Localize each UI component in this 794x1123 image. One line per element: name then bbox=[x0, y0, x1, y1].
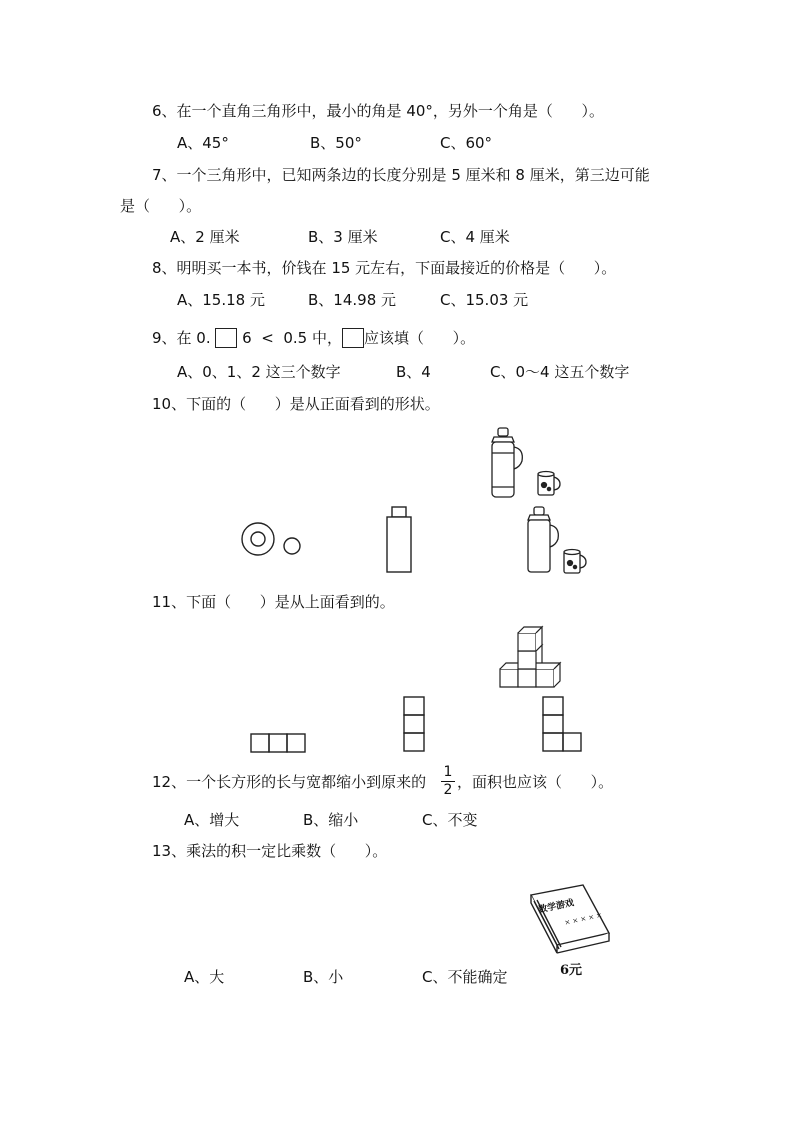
svg-text:× × × × ×: × × × × × bbox=[563, 911, 603, 927]
q8-option-a: A、15.18 元 bbox=[177, 291, 265, 309]
q7-text-line2: 是（ ）。 bbox=[120, 197, 202, 215]
q6-text: 6、在一个直角三角形中，最小的角是 40°，另外一个角是（ ）。 bbox=[152, 102, 605, 120]
q10-option-thermos-figure bbox=[383, 505, 417, 575]
q11-text: 11、下面（ ）是从上面看到的。 bbox=[152, 593, 395, 611]
q12-option-c: C、不变 bbox=[422, 811, 478, 829]
q10-text: 10、下面的（ ）是从正面看到的形状。 bbox=[152, 395, 440, 413]
q9-blank-box-ref bbox=[342, 328, 364, 348]
q12-fraction-numerator: 1 bbox=[443, 764, 453, 780]
q9-blank-box bbox=[215, 328, 237, 348]
q11-option-a-figure bbox=[250, 733, 310, 755]
cube-stack-reference-figure bbox=[498, 625, 570, 691]
q10-option-circles-figure bbox=[240, 520, 310, 560]
q7-option-c: C、4 厘米 bbox=[440, 228, 510, 246]
q11-option-c-figure bbox=[542, 696, 586, 756]
thermos-mug-reference-figure bbox=[480, 425, 570, 505]
book-price: 6元 bbox=[560, 963, 583, 978]
q12-text-end: ，面积也应该（ ）。 bbox=[457, 773, 614, 791]
q9-suffix: 应该填（ ）。 bbox=[363, 329, 476, 347]
q13-text: 13、乘法的积一定比乘数（ ）。 bbox=[152, 842, 388, 860]
book-title: 数学游戏 bbox=[537, 898, 575, 916]
q9-middle: 6 < 0.5 中， bbox=[237, 329, 342, 347]
q9-text bbox=[152, 328, 475, 348]
q13-option-c: C、不能确定 bbox=[422, 968, 508, 986]
q6-option-c: C、60° bbox=[440, 134, 493, 152]
q7-option-b: B、3 厘米 bbox=[308, 228, 378, 246]
q12-fraction-denominator: 2 bbox=[443, 782, 453, 798]
q10-option-thermos-mug-figure bbox=[522, 505, 592, 580]
q6-option-a: A、45° bbox=[177, 134, 229, 152]
q12-fraction bbox=[441, 765, 455, 798]
q12-option-a: A、增大 bbox=[184, 811, 240, 829]
q9-prefix: 9、在 0. bbox=[152, 329, 211, 347]
q8-text: 8、明明买一本书，价钱在 15 元左右，下面最接近的价格是（ ）。 bbox=[152, 259, 617, 277]
q13-option-b: B、小 bbox=[303, 968, 344, 986]
q9-option-b: B、4 bbox=[396, 363, 431, 381]
q13-option-a: A、大 bbox=[184, 968, 225, 986]
q7-text-line1: 7、一个三角形中，已知两条边的长度分别是 5 厘米和 8 厘米，第三边可能 bbox=[152, 166, 650, 184]
q11-option-b-figure bbox=[403, 696, 427, 756]
q6-option-b: B、50° bbox=[310, 134, 362, 152]
q12-text: 12、一个长方形的长与宽都缩小到原来的 bbox=[152, 773, 427, 791]
q12-option-b: B、缩小 bbox=[303, 811, 359, 829]
q8-option-b: B、14.98 元 bbox=[308, 291, 397, 309]
book-illustration bbox=[525, 883, 615, 958]
q9-option-c: C、0～4 这五个数字 bbox=[490, 363, 630, 381]
q8-option-c: C、15.03 元 bbox=[440, 291, 529, 309]
q7-option-a: A、2 厘米 bbox=[170, 228, 240, 246]
q9-option-a: A、0、1、2 这三个数字 bbox=[177, 363, 341, 381]
